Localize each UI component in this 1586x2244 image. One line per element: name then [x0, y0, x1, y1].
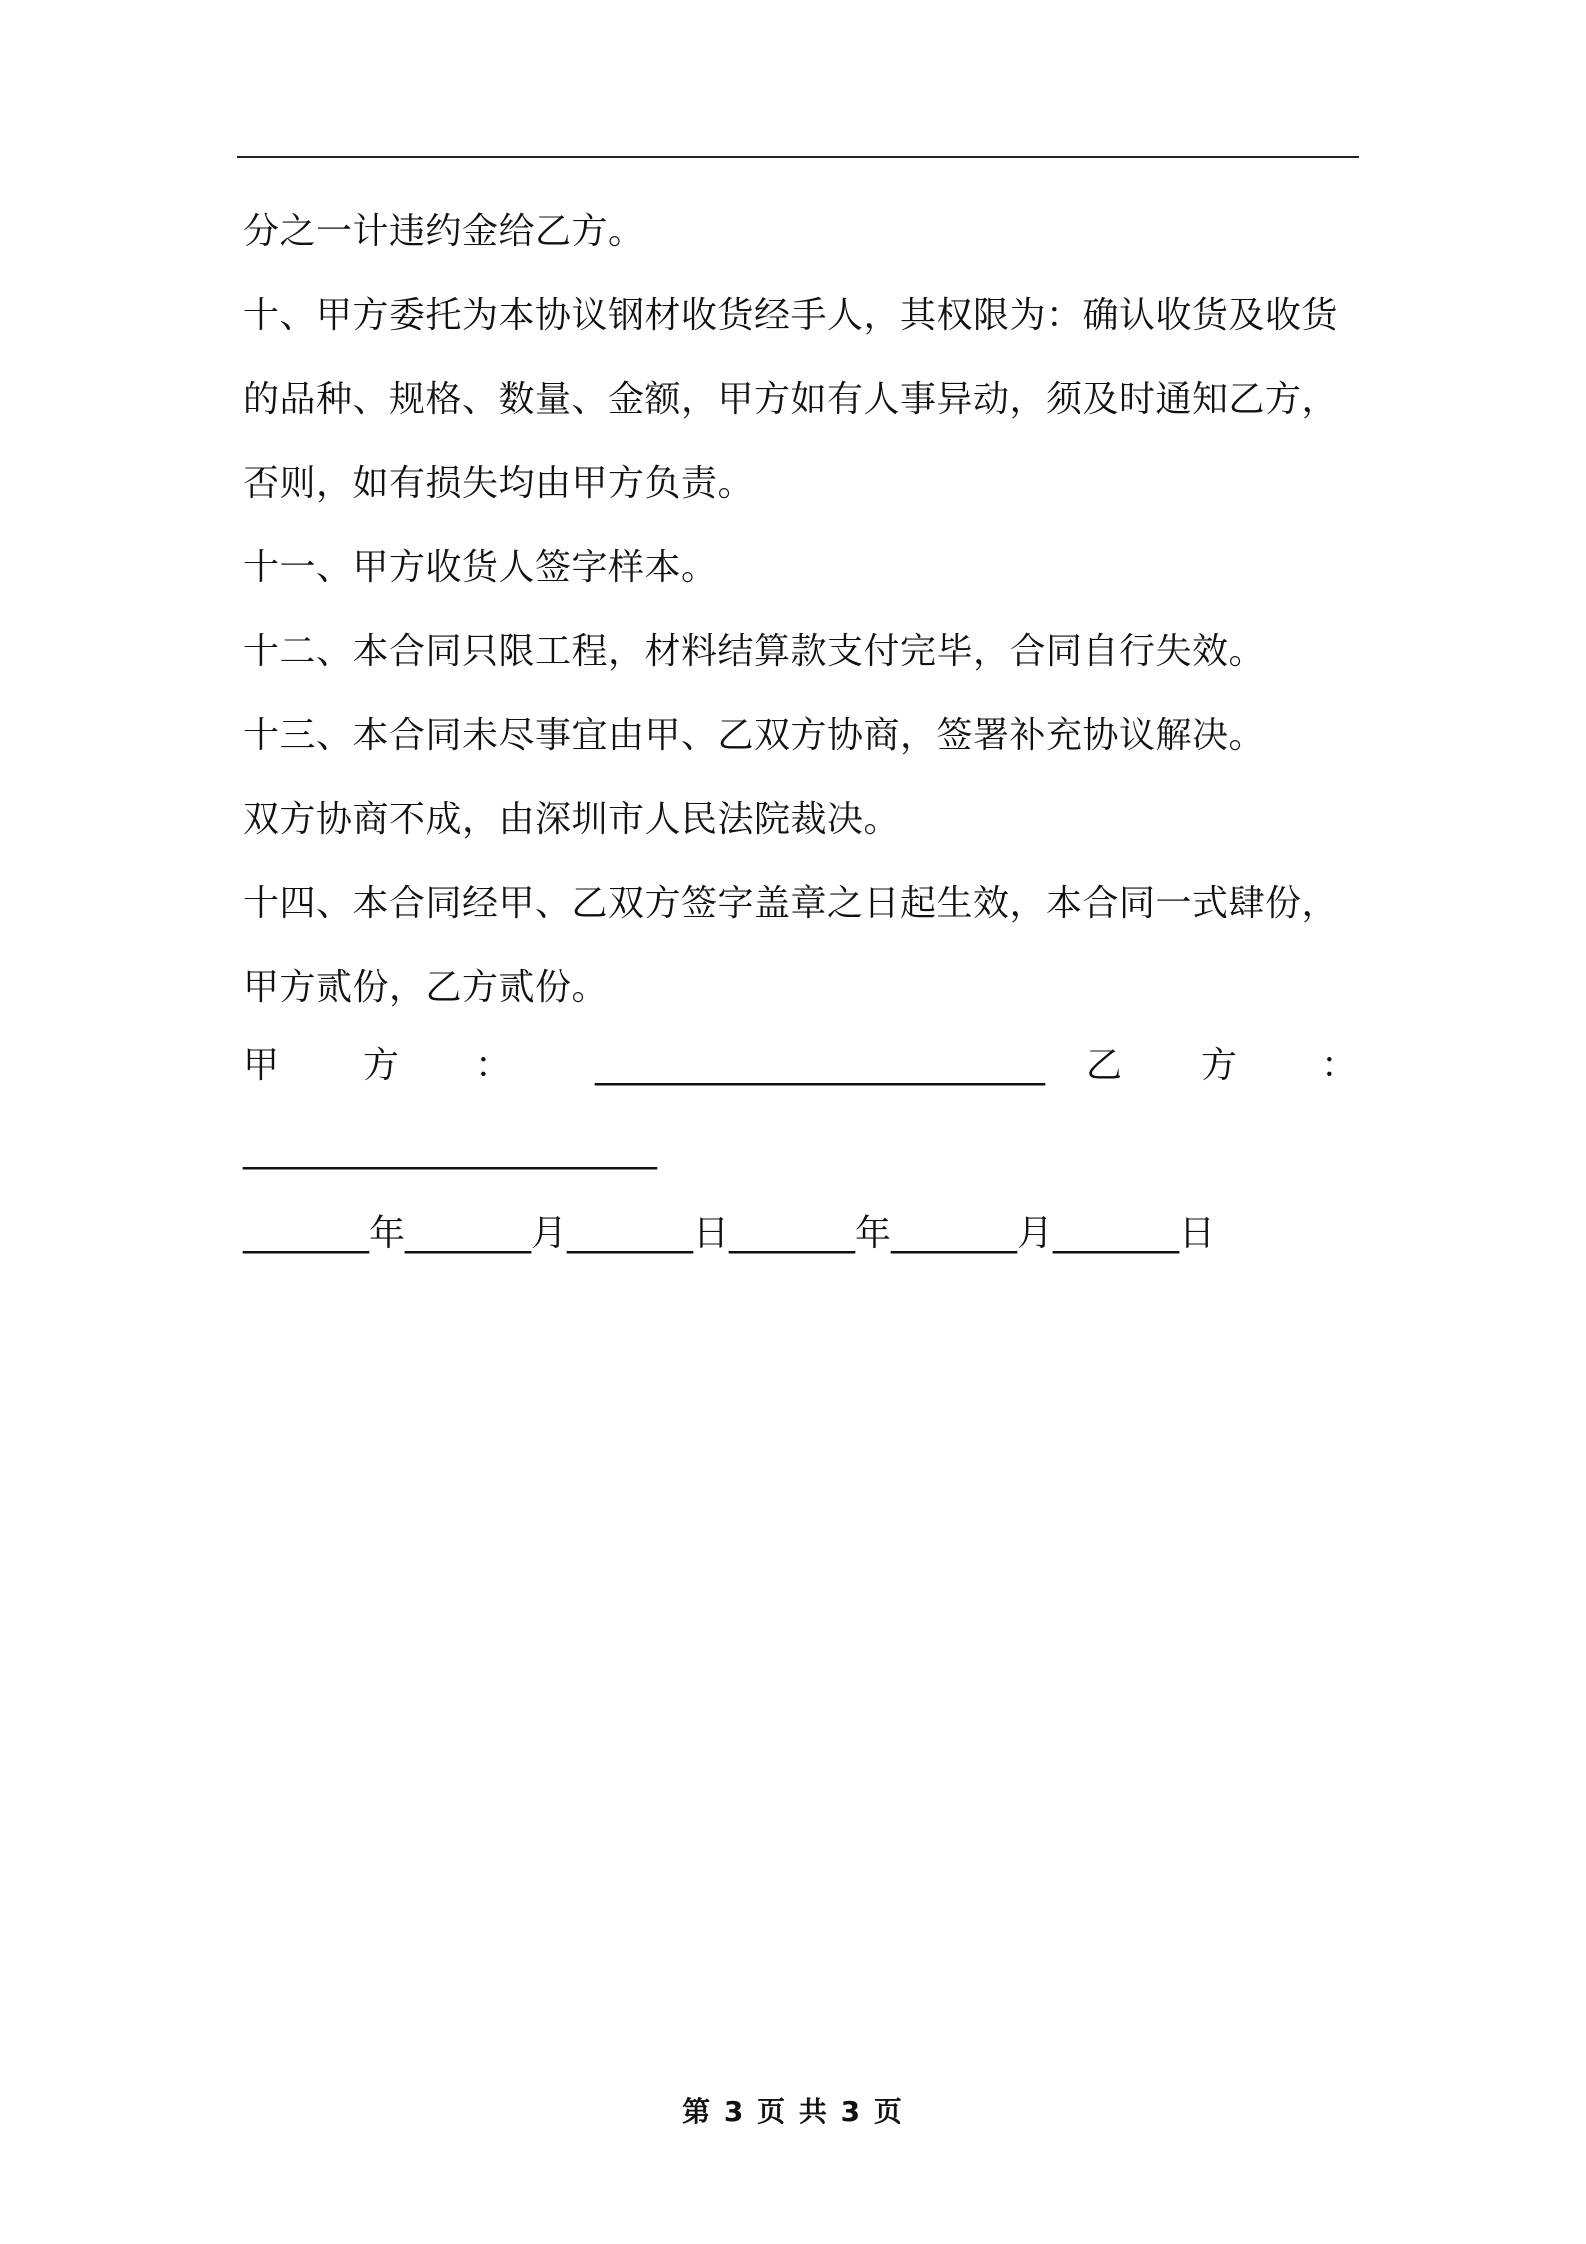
paragraph-line: 十四、本合同经甲、乙双方签字盖章之日起生效，本合同一式肆份， [243, 883, 1339, 924]
paragraph-line: 十三、本合同未尽事宜由甲、乙双方协商，签署补充协议解决。 [243, 715, 1266, 756]
page-number-footer: 第 3 页 共 3 页 [682, 2095, 904, 2128]
party-a-colon: ： [475, 1045, 512, 1086]
header-divider [237, 156, 1359, 158]
paragraph-line: 十一、甲方收货人签字样本。 [243, 547, 718, 588]
paragraph-line: 的品种、规格、数量、金额，甲方如有人事异动，须及时通知乙方， [243, 379, 1339, 420]
signature-blank-row [243, 1108, 1357, 1192]
party-a-label-char: 方 [363, 1045, 400, 1086]
party-b-colon: ： [1321, 1045, 1358, 1086]
paragraph-line: 甲方贰份，乙方贰份。 [243, 967, 609, 1008]
paragraph-line: 双方协商不成，由深圳市人民法院裁决。 [243, 799, 901, 840]
paragraph-line: 十、甲方委托为本协议钢材收货经手人，其权限为：确认收货及收货 [243, 295, 1339, 336]
signature-row [243, 1024, 1357, 1108]
signature-dates: _______年_______月_______日_______年_______月_______日 [243, 1213, 1215, 1254]
party-b-signature-blank: _______________________ [243, 1129, 657, 1170]
party-a-signature-blank: _________________________ [595, 1045, 1045, 1086]
party-a-label-char: 甲 [243, 1045, 280, 1086]
paragraph-line: 十二、本合同只限工程，材料结算款支付完毕，合同自行失效。 [243, 631, 1266, 672]
party-b-label-char: 乙 [1086, 1045, 1123, 1086]
paragraph-line: 否则，如有损失均由甲方负责。 [243, 463, 755, 504]
contract-body [243, 190, 1357, 1030]
date-row [243, 1192, 1357, 1276]
party-b-label-char: 方 [1201, 1045, 1238, 1086]
paragraph-line: 分之一计违约金给乙方。 [243, 211, 645, 252]
